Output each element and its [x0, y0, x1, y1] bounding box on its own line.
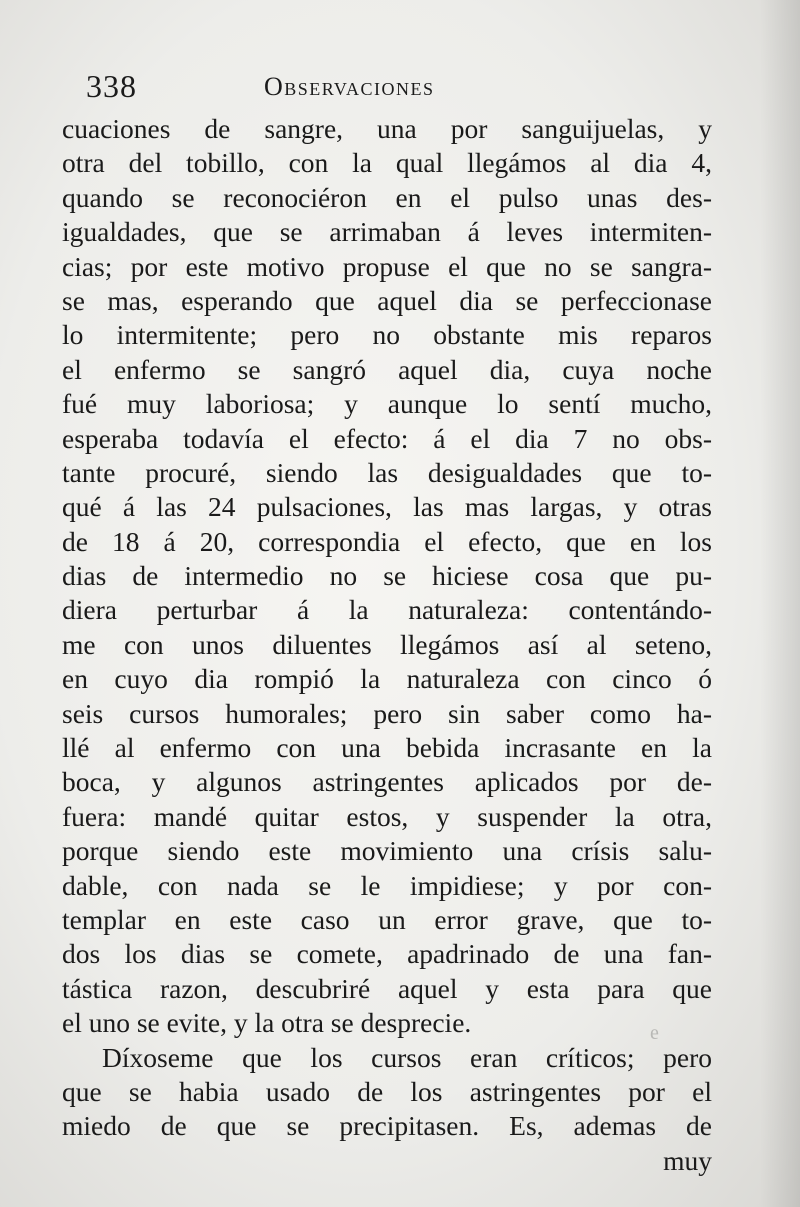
text-line: fué muy laboriosa; y aunque lo sentí mucho,: [62, 388, 712, 420]
text-line: miedo de que se precipitasen. Es, ademas de: [62, 1110, 712, 1142]
text-line: esperaba todavía el efecto: á el dia 7 no obs-: [62, 422, 712, 454]
text-line: dias de intermedio no se hiciese cosa que pu-: [62, 560, 712, 592]
text-line: tástica razon, descubriré aquel y esta para que: [62, 972, 712, 1004]
text-line: llé al enfermo con una bebida incrasante en la: [62, 732, 712, 764]
text-line: en cuyo dia rompió la naturaleza con cinco ó: [62, 663, 712, 695]
page-number: 338: [86, 68, 137, 104]
catchword: muy: [663, 1144, 712, 1176]
text-line: otra del tobillo, con la qual llegámos al dia 4,: [62, 147, 712, 179]
body-text: [62, 112, 712, 1178]
text-line: tante procuré, siendo las desigualdades que to-: [62, 456, 712, 488]
running-head: [86, 68, 706, 108]
bleed-through-mark: ɘ: [650, 1022, 659, 1044]
text-line: lo intermitente; pero no obstante mis reparos: [62, 319, 712, 351]
running-title: Observaciones: [264, 72, 435, 101]
text-line: cias; por este motivo propuse el que no se sangra-: [62, 250, 712, 282]
text-line: quando se reconociéron en el pulso unas des-: [62, 181, 712, 213]
text-line: igualdades, que se arrimaban á leves intermiten-: [62, 216, 712, 248]
text-line: qué á las 24 pulsaciones, las mas largas, y otras: [62, 491, 712, 523]
text-line: el uno se evite, y la otra se desprecie.: [62, 1007, 472, 1039]
text-line: de 18 á 20, correspondia el efecto, que en los: [62, 525, 712, 557]
text-line: el enfermo se sangró aquel dia, cuya noche: [62, 353, 712, 385]
text-line: templar en este caso un error grave, que to-: [62, 903, 712, 935]
page-edge-shadow: [760, 0, 800, 1207]
text-line: dable, con nada se le impidiese; y por con-: [62, 869, 712, 901]
text-line: diera perturbar á la naturaleza: contentándo-: [62, 594, 712, 626]
text-line: dos los dias se comete, apadrinado de una fan-: [62, 938, 712, 970]
text-line: se mas, esperando que aquel dia se perfeccionase: [62, 284, 712, 316]
text-line: que se habia usado de los astringentes por el: [62, 1075, 712, 1107]
text-line: fuera: mandé quitar estos, y suspender la otra,: [62, 800, 712, 832]
text-line: Díxoseme que los cursos eran críticos; pero: [102, 1041, 712, 1073]
text-line: me con unos diluentes llegámos así al seteno,: [62, 628, 712, 660]
text-line: seis cursos humorales; pero sin saber como ha-: [62, 697, 712, 729]
text-line: porque siendo este movimiento una crísis salu-: [62, 835, 712, 867]
text-line: cuaciones de sangre, una por sanguijuelas, y: [62, 113, 712, 144]
text-line: boca, y algunos astringentes aplicados por de-: [62, 766, 712, 798]
